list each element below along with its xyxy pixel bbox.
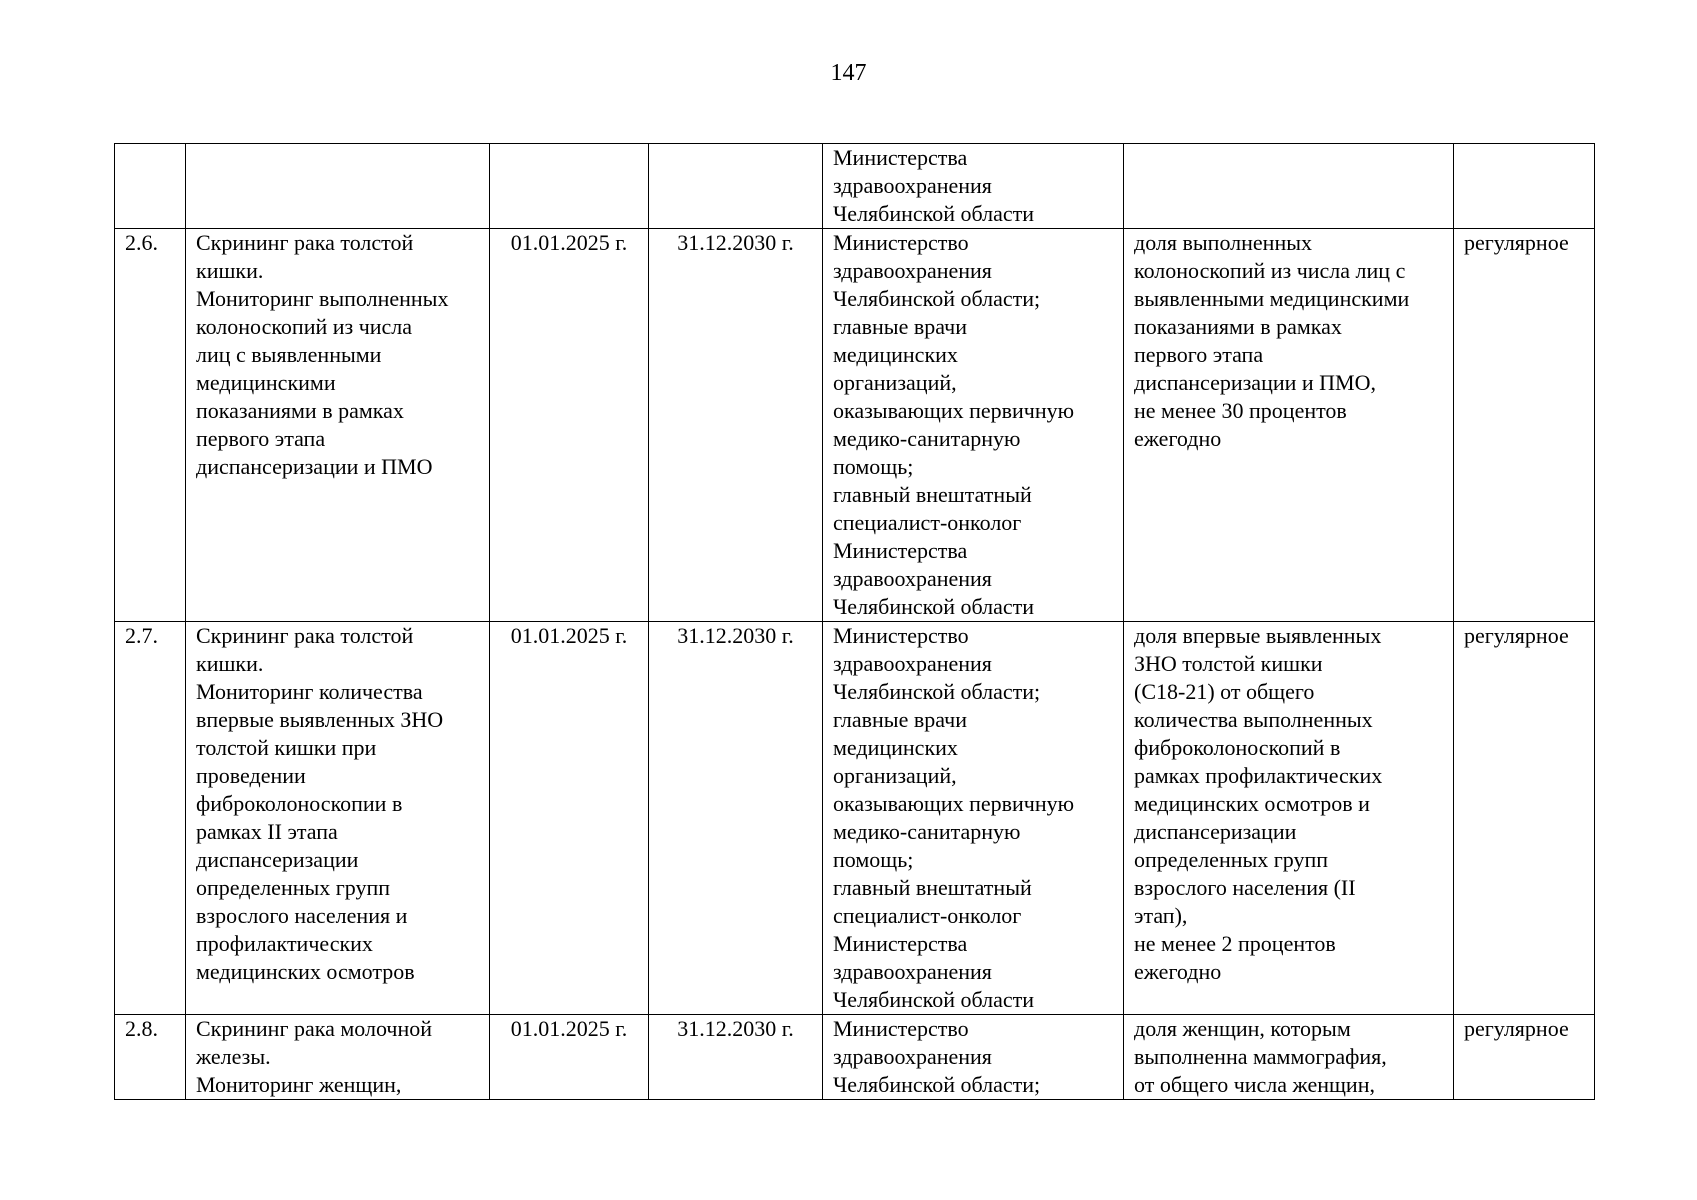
type-cell: регулярное xyxy=(1454,229,1595,622)
event-cell: Скрининг рака молочной железы. Мониторинг женщин, xyxy=(186,1015,490,1100)
end-date-cell xyxy=(649,144,823,229)
end-date-cell: 31.12.2030 г. xyxy=(649,1015,823,1100)
type-cell: регулярное xyxy=(1454,622,1595,1015)
start-date-cell xyxy=(490,144,649,229)
measures-table xyxy=(114,143,1595,1100)
responsible-cell: Министерство здравоохранения Челябинской области; главные врачи медицинских организаций, оказывающих первичную медико-санитарную помощь; главный внештатный специалист-онколог Министерства здравоохранения Челябинской области xyxy=(823,229,1124,622)
end-date-cell: 31.12.2030 г. xyxy=(649,229,823,622)
start-date-cell: 01.01.2025 г. xyxy=(490,1015,649,1100)
indicator-cell: доля женщин, которым выполненна маммография, от общего числа женщин, xyxy=(1124,1015,1454,1100)
row-number-cell xyxy=(115,144,186,229)
page-number: 147 xyxy=(830,60,867,86)
table-row xyxy=(115,622,1595,1015)
start-date-cell: 01.01.2025 г. xyxy=(490,622,649,1015)
end-date-cell: 31.12.2030 г. xyxy=(649,622,823,1015)
responsible-cell: Министерство здравоохранения Челябинской области; xyxy=(823,1015,1124,1100)
indicator-cell: доля впервые выявленных ЗНО толстой кишки (С18-21) от общего количества выполненных фиброколоноскопий в рамках профилактических медицинских осмотров и диспансеризации определенных групп взрослого населения (II этап), не менее 2 процентов ежегодно xyxy=(1124,622,1454,1015)
indicator-cell xyxy=(1124,144,1454,229)
event-cell: Скрининг рака толстой кишки. Мониторинг количества впервые выявленных ЗНО толстой кишки при проведении фиброколоноскопии в рамках II этапа диспансеризации определенных групп взрослого населения и профилактических медицинских осмотров xyxy=(186,622,490,1015)
table-row xyxy=(115,1015,1595,1100)
table-row xyxy=(115,229,1595,622)
type-cell xyxy=(1454,144,1595,229)
responsible-cell: Министерство здравоохранения Челябинской области; главные врачи медицинских организаций, оказывающих первичную медико-санитарную помощь; главный внештатный специалист-онколог Министерства здравоохранения Челябинской области xyxy=(823,622,1124,1015)
row-number-cell: 2.7. xyxy=(115,622,186,1015)
event-cell: Скрининг рака толстой кишки. Мониторинг выполненных колоноскопий из числа лиц с выявленными медицинскими показаниями в рамках первого этапа диспансеризации и ПМО xyxy=(186,229,490,622)
type-cell: регулярное xyxy=(1454,1015,1595,1100)
indicator-cell: доля выполненных колоноскопий из числа лиц с выявленными медицинскими показаниями в рамках первого этапа диспансеризации и ПМО, не менее 30 процентов ежегодно xyxy=(1124,229,1454,622)
table-row xyxy=(115,144,1595,229)
start-date-cell: 01.01.2025 г. xyxy=(490,229,649,622)
row-number-cell: 2.8. xyxy=(115,1015,186,1100)
responsible-cell: Министерства здравоохранения Челябинской области xyxy=(823,144,1124,229)
event-cell xyxy=(186,144,490,229)
row-number-cell: 2.6. xyxy=(115,229,186,622)
